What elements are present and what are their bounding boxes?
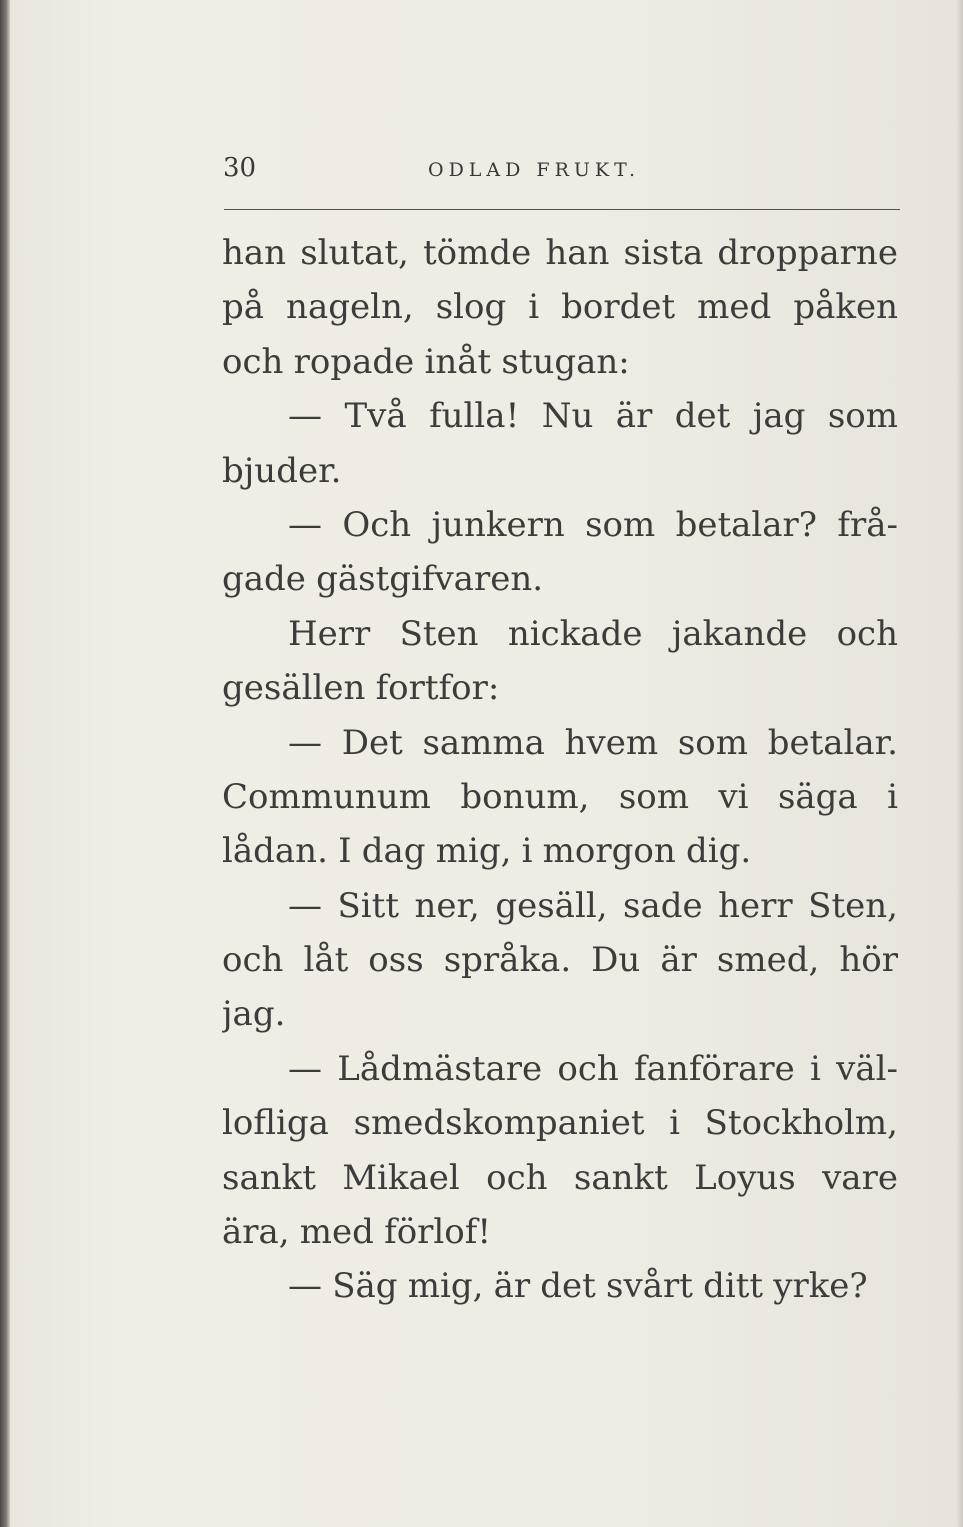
text-line: [222, 552, 898, 606]
word: han: [222, 233, 287, 273]
word: som: [618, 776, 689, 817]
word: bjuder.: [222, 450, 342, 491]
word: Sten,: [808, 885, 898, 926]
text-line: [222, 824, 898, 878]
running-title: ODLAD FRUKT.: [428, 159, 641, 181]
word: tömde: [422, 233, 532, 273]
word: i: [528, 287, 540, 328]
body-text: [222, 226, 898, 1314]
text-line: [222, 1259, 898, 1313]
word: Loyus: [694, 1157, 796, 1198]
word: lofliga: [222, 1103, 329, 1144]
word: Säg: [332, 1266, 398, 1307]
word: slog: [435, 287, 507, 328]
word: fanförare: [634, 1048, 795, 1089]
word: nageln,: [286, 287, 414, 328]
text-line: [222, 335, 898, 389]
text-line: [222, 1042, 898, 1096]
word: och: [222, 341, 284, 382]
word: Mikael: [342, 1157, 460, 1198]
word: svårt: [606, 1266, 693, 1307]
word: med: [697, 287, 772, 328]
word: Sitt: [337, 885, 399, 926]
word: jakande: [671, 613, 808, 654]
word: ditt: [703, 1266, 764, 1307]
word: förlof!: [384, 1212, 492, 1253]
text-line: [222, 987, 898, 1041]
word: i: [669, 1103, 680, 1144]
word: väl-: [836, 1048, 898, 1089]
word: stugan:: [501, 341, 630, 382]
header-rule: [224, 209, 900, 210]
word: morgon: [542, 831, 676, 872]
word: gästgifvaren.: [316, 559, 544, 600]
word: i: [887, 776, 898, 817]
word: Herr: [288, 613, 371, 654]
word: fortfor:: [375, 668, 500, 709]
word: dropparne: [717, 233, 898, 273]
word: inåt: [424, 341, 492, 382]
word: Och: [342, 504, 412, 545]
word: junkern: [431, 504, 565, 545]
word: Nu: [541, 396, 594, 437]
word: gesäll,: [495, 885, 608, 926]
word: Stockholm,: [704, 1103, 898, 1144]
text-line: [222, 607, 898, 661]
word: Communum: [222, 776, 431, 817]
word: Två: [344, 396, 407, 437]
word: sankt: [573, 1157, 668, 1198]
text-line: [222, 1205, 898, 1259]
word: och: [836, 613, 898, 654]
word: sade: [623, 885, 703, 926]
word: vare: [822, 1157, 898, 1198]
word: hvem: [564, 722, 659, 763]
word: —: [288, 722, 322, 763]
word: slutat,: [300, 233, 409, 273]
text-line: [222, 661, 898, 715]
word: gesällen: [222, 668, 366, 709]
word: betalar?: [675, 504, 818, 545]
word: yrke?: [773, 1266, 868, 1307]
word: Lådmästare: [337, 1048, 543, 1089]
word: Sten: [399, 613, 479, 654]
word: låt: [303, 940, 349, 981]
word: han: [545, 233, 610, 273]
text-line: [222, 933, 898, 987]
text-line: [222, 879, 898, 933]
word: —: [288, 504, 322, 545]
word: ropade: [293, 341, 415, 382]
word: herr: [718, 885, 793, 926]
word: lådan.: [222, 831, 328, 872]
word: sista: [623, 233, 704, 273]
word: I: [338, 831, 352, 872]
word: samma: [422, 722, 545, 763]
word: dig.: [685, 831, 752, 872]
word: med: [299, 1212, 374, 1253]
word: betalar.: [767, 722, 898, 763]
text-line: [222, 389, 898, 443]
word: —: [288, 1048, 322, 1089]
word: sankt: [222, 1157, 316, 1198]
word: oss: [368, 940, 424, 981]
word: smed,: [716, 940, 820, 981]
word: och: [557, 1048, 619, 1089]
page-binding-edge: [0, 0, 10, 1527]
word: ner,: [414, 885, 480, 926]
word: jag.: [222, 994, 286, 1035]
text-line: [222, 1096, 898, 1150]
word: nickade: [507, 613, 643, 654]
page-outer-edge: [957, 0, 963, 1527]
text-line: [222, 280, 898, 334]
word: det: [540, 1266, 596, 1307]
word: som: [677, 722, 748, 763]
page-header: [223, 148, 899, 188]
word: det: [674, 396, 731, 437]
word: påken: [793, 287, 898, 328]
word: bonum,: [460, 776, 590, 817]
word: Du: [591, 940, 641, 981]
text-line: [222, 1151, 898, 1205]
word: språka.: [443, 940, 572, 981]
word: mig,: [407, 1266, 484, 1307]
word: är: [615, 396, 653, 437]
text-line: [222, 444, 898, 498]
word: och: [222, 940, 284, 981]
word: frå-: [837, 504, 898, 545]
word: och: [486, 1157, 548, 1198]
word: i: [810, 1048, 821, 1089]
word: mig,: [435, 831, 512, 872]
word: säga: [777, 776, 858, 817]
word: —: [288, 396, 322, 437]
word: som: [827, 396, 898, 437]
text-line: [222, 498, 898, 552]
word: är: [493, 1266, 531, 1307]
word: gade: [222, 559, 306, 600]
word: ära,: [222, 1212, 290, 1253]
word: är: [660, 940, 697, 981]
word: Det: [341, 722, 403, 763]
word: vi: [718, 776, 749, 817]
word: på: [222, 287, 265, 328]
word: i: [521, 831, 533, 872]
word: som: [585, 504, 656, 545]
word: hör: [839, 940, 898, 981]
text-line: [222, 770, 898, 824]
text-line: [222, 716, 898, 770]
word: dag: [361, 831, 426, 872]
word: bordet: [561, 287, 676, 328]
word: smedskompaniet: [353, 1103, 645, 1144]
page-number: 30: [223, 153, 257, 183]
word: —: [288, 885, 322, 926]
word: —: [288, 1266, 322, 1307]
word: jag: [752, 396, 806, 437]
text-line: [222, 226, 898, 280]
word: fulla!: [429, 396, 520, 437]
